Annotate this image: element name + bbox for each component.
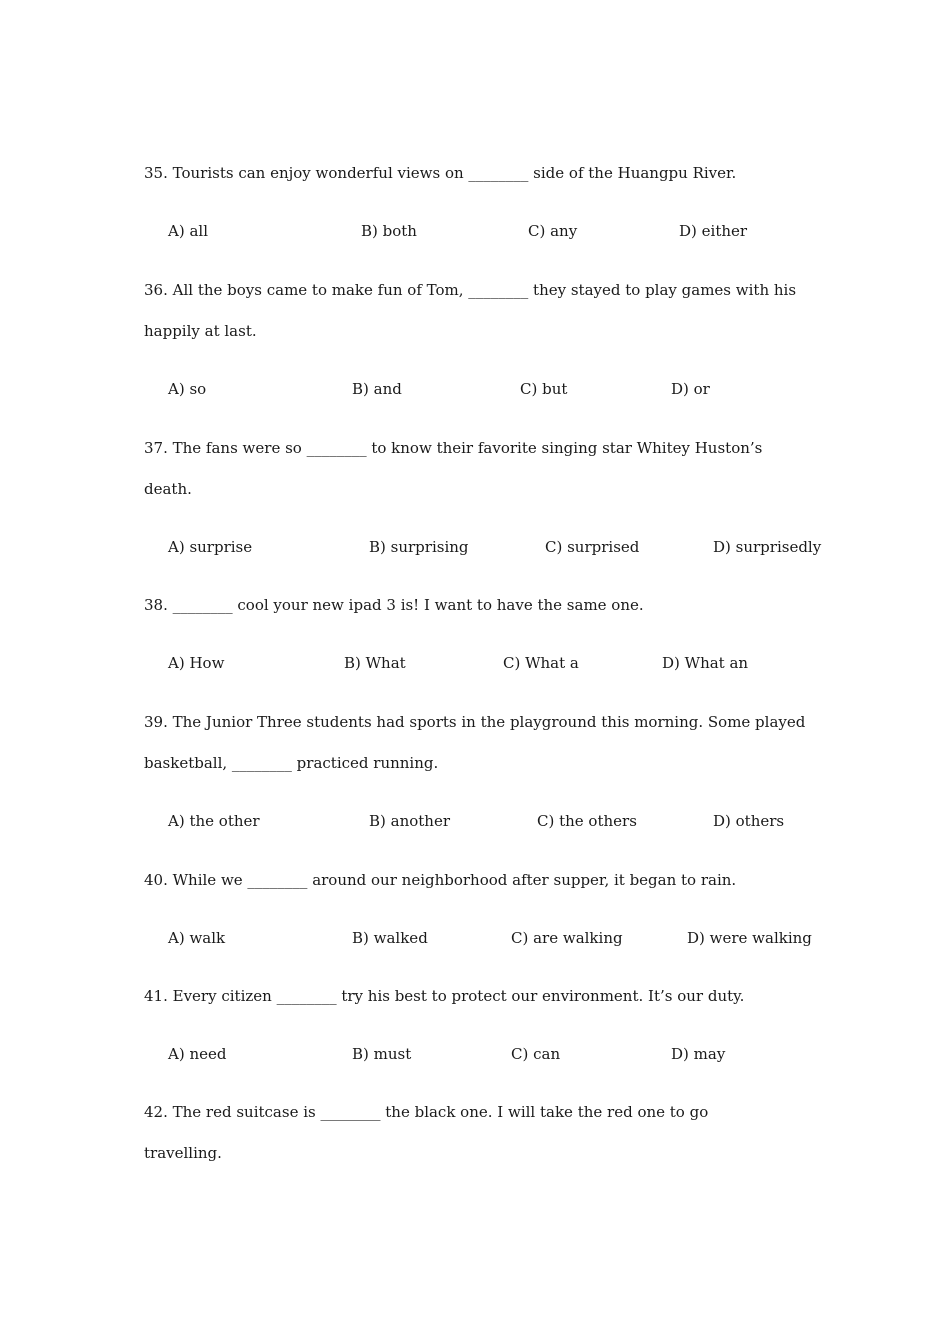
q38-option-a: A) How (168, 654, 225, 672)
q40-option-d: D) were walking (687, 929, 812, 947)
q35-option-b: B) both (361, 222, 417, 240)
q41-option-b: B) must (352, 1045, 412, 1063)
question-37-continued: death. (144, 480, 192, 498)
question-42-continued: travelling. (144, 1144, 222, 1162)
question-36: 36. All the boys came to make fun of Tom, ________ they stayed to play games with his (144, 281, 797, 299)
q41-option-c: C) can (511, 1045, 561, 1063)
question-39-continued: basketball, ________ practiced running. (144, 754, 439, 772)
question-40: 40. While we ________ around our neighborhood after supper, it began to rain. (144, 871, 737, 889)
q41-option-a: A) need (168, 1045, 227, 1063)
question-42: 42. The red suitcase is ________ the black one. I will take the red one to go (144, 1103, 709, 1121)
q36-option-b: B) and (352, 380, 402, 398)
q40-option-c: C) are walking (511, 929, 623, 947)
q35-option-a: A) all (168, 222, 208, 240)
q36-option-a: A) so (168, 380, 207, 398)
q36-option-d: D) or (671, 380, 710, 398)
question-36-continued: happily at last. (144, 322, 257, 340)
q37-option-c: C) surprised (545, 538, 640, 556)
q40-option-b: B) walked (352, 929, 428, 947)
q40-option-a: A) walk (168, 929, 226, 947)
question-35: 35. Tourists can enjoy wonderful views on ________ side of the Huangpu River. (144, 164, 737, 182)
q38-option-c: C) What a (503, 654, 579, 672)
q39-option-c: C) the others (537, 812, 637, 830)
q39-option-d: D) others (713, 812, 785, 830)
q37-option-a: A) surprise (168, 538, 253, 556)
q37-option-b: B) surprising (369, 538, 469, 556)
q39-option-a: A) the other (168, 812, 260, 830)
q36-option-c: C) but (520, 380, 568, 398)
q38-option-d: D) What an (662, 654, 749, 672)
question-41: 41. Every citizen ________ try his best to protect our environment. It’s our duty. (144, 987, 745, 1005)
q39-option-b: B) another (369, 812, 451, 830)
question-38: 38. ________ cool your new ipad 3 is! I want to have the same one. (144, 596, 644, 614)
question-37: 37. The fans were so ________ to know their favorite singing star Whitey Huston’s (144, 439, 763, 457)
q35-option-d: D) either (679, 222, 748, 240)
question-39: 39. The Junior Three students had sports in the playground this morning. Some played (144, 713, 806, 731)
q41-option-d: D) may (671, 1045, 726, 1063)
q35-option-c: C) any (528, 222, 578, 240)
q37-option-d: D) surprisedly (713, 538, 822, 556)
q38-option-b: B) What (344, 654, 406, 672)
